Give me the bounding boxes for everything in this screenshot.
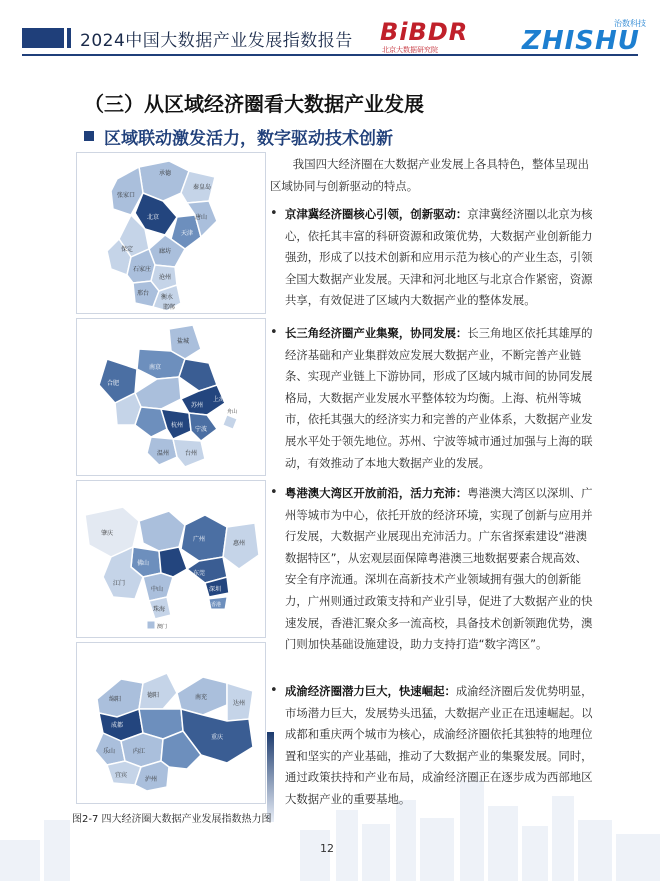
subtitle-square-icon [84,131,94,141]
map-csj-label: 台州 [185,450,198,457]
map-csj-label: 合肥 [107,380,120,387]
bullet-marker: • [270,683,278,698]
bibdr-logo-subtitle: 北京大数据研究院 [382,46,438,54]
bullet-csj [285,323,597,474]
map-cy-label: 内江 [133,748,146,755]
map-csj [76,318,266,476]
map-gba-label: 江门 [113,580,126,587]
map-gba-label: 深圳 [209,586,222,593]
map-gba-label: 澳门 [157,624,168,630]
map-jjj-label: 廊坊 [159,248,172,255]
bullet-marker: • [270,325,278,340]
map-jjj [76,152,266,314]
map-csj-label: 上海 [213,396,226,403]
bullet-cy-body: 成渝经济圈后发优势明显，市场潜力巨大，发展势头迅猛，大数据产业正在迅速崛起。以成都和重庆两个城市为核心，成渝经济圈依托其独特的地理位置和坚实的产业基础，推动了大数据产业的集聚发展。同时，通过政策扶持和产业布局，成渝经济圈正在逐步成为西部地区大数据产业的重要基地。 [285,684,593,806]
bullet-cy [285,681,597,811]
map-csj-label: 南京 [149,364,162,371]
bullet-marker: • [270,206,278,221]
map-cy-label: 德阳 [147,692,160,699]
section-title: （三）从区域经济圈看大数据产业发展 [84,92,424,116]
map-cy-label: 南充 [195,694,208,701]
header-bar-block [22,28,64,48]
map-cy-label: 达州 [233,700,246,707]
bullet-jjj-lead: 京津冀经济圈核心引领，创新驱动： [285,207,468,221]
map-jjj-label: 衡水 [161,294,174,301]
map-cy-label: 绵阳 [109,696,122,703]
figure-caption: 图2-7 四大经济圈大数据产业发展指数热力图 [72,814,272,825]
bullet-jjj-body: 京津冀经济圈以北京为核心，依托其丰富的科研资源和政策优势，大数据产业创新能力强劲，形成了以技术创新和应用示范为核心的产业生态，引领全国大数据产业发展。天津和河北地区与北京合作紧密，资源共享，有效促进了区域内大数据产业的整体发展。 [285,207,593,308]
map-cy-label: 乐山 [103,748,116,755]
map-jjj-label: 北京 [147,214,160,221]
map-csj-label: 盐城 [177,338,190,345]
bullet-gba [285,483,597,656]
map-gba-label: 佛山 [137,560,150,567]
bibdr-logo: BiBDR [380,18,469,46]
map-gba-label: 东莞 [193,570,206,577]
header-bar-thin [67,28,71,48]
map-jjj-label: 天津 [181,230,194,237]
bullet-csj-body: 长三角地区依托其雄厚的经济基础和产业集群效应发展大数据产业，不断完善产业链条、实现产业链上下游协同，形成了区域内城市间的协同发展格局，大数据产业发展水平整体较为均衡。上海、杭州等城市，依托其强大的经济实力和完善的产业体系，大数据产业发展水平处于领先地位。苏州、宁波等城市通过加强与上海的联动，有效推动了本地大数据产业的发展。 [285,326,593,470]
map-cy-label: 成都 [111,722,124,729]
map-jjj-label: 石家庄 [133,266,152,273]
map-jjj-label: 张家口 [117,192,136,199]
map-jjj-label: 秦皇岛 [193,184,212,191]
map-csj-label: 杭州 [171,422,184,429]
bullet-cy-lead: 成渝经济圈潜力巨大，快速崛起： [285,684,456,698]
map-jjj-label: 邯郸 [163,304,176,311]
section-subtitle: 区域联动激发活力，数字驱动技术创新 [104,129,393,149]
map-gba-label: 珠海 [153,606,166,613]
map-gba-label: 肇庆 [101,530,114,537]
map-gba-label: 香港 [211,602,222,608]
map-cy-label: 泸州 [145,776,158,783]
report-title: 2024中国大数据产业发展指数报告 [80,31,353,51]
bullet-gba-lead: 粤港澳大湾区开放前沿，活力充沛： [285,486,468,500]
bullet-marker: • [270,485,278,500]
map-jjj-label: 承德 [159,170,172,177]
map-csj-label: 温州 [157,450,170,457]
map-jjj-label: 沧州 [159,274,172,281]
map-jjj-label: 邢台 [137,290,150,297]
map-csj-label: 苏州 [191,402,204,409]
map-csj-label: 舟山 [227,409,238,415]
map-gba-label: 广州 [193,536,206,543]
map-jjj-label: 唐山 [195,214,208,221]
intro-paragraph: 我国四大经济圈在大数据产业发展上各具特色，整体呈现出区域协同与创新驱动的特点。 [270,157,589,193]
map-gba [76,480,266,638]
map-jjj-label: 保定 [121,246,134,253]
map-gba-label: 中山 [151,586,164,593]
bullet-jjj [285,204,597,312]
bullet-gba-body: 粤港澳大湾区以深圳、广州等城市为中心，依托开放的经济环境，实现了创新与应用并行发展，大数据产业展现出充沛活力。广东省探索建设“港澳数据特区”，从宏观层面保障粤港澳三地数据要素合规高效、安全有序流通。深圳在高新技术产业领域拥有强大的创新能力，广州则通过政策支持和产业引导，促进了大数据产业的快速发展，香港汇聚众多一流高校，具备技术创新领跑优势，澳门则加快基础设施建设，助力支持打造“数字湾区”。 [285,486,593,652]
map-cy-label: 重庆 [211,734,224,741]
map-gba-label: 惠州 [233,540,246,547]
map-csj-label: 宁波 [195,426,208,433]
page-number: 12 [320,842,334,855]
map-cy-label: 宜宾 [115,772,128,779]
bullet-csj-lead: 长三角经济圈产业集聚，协同发展： [285,326,468,340]
